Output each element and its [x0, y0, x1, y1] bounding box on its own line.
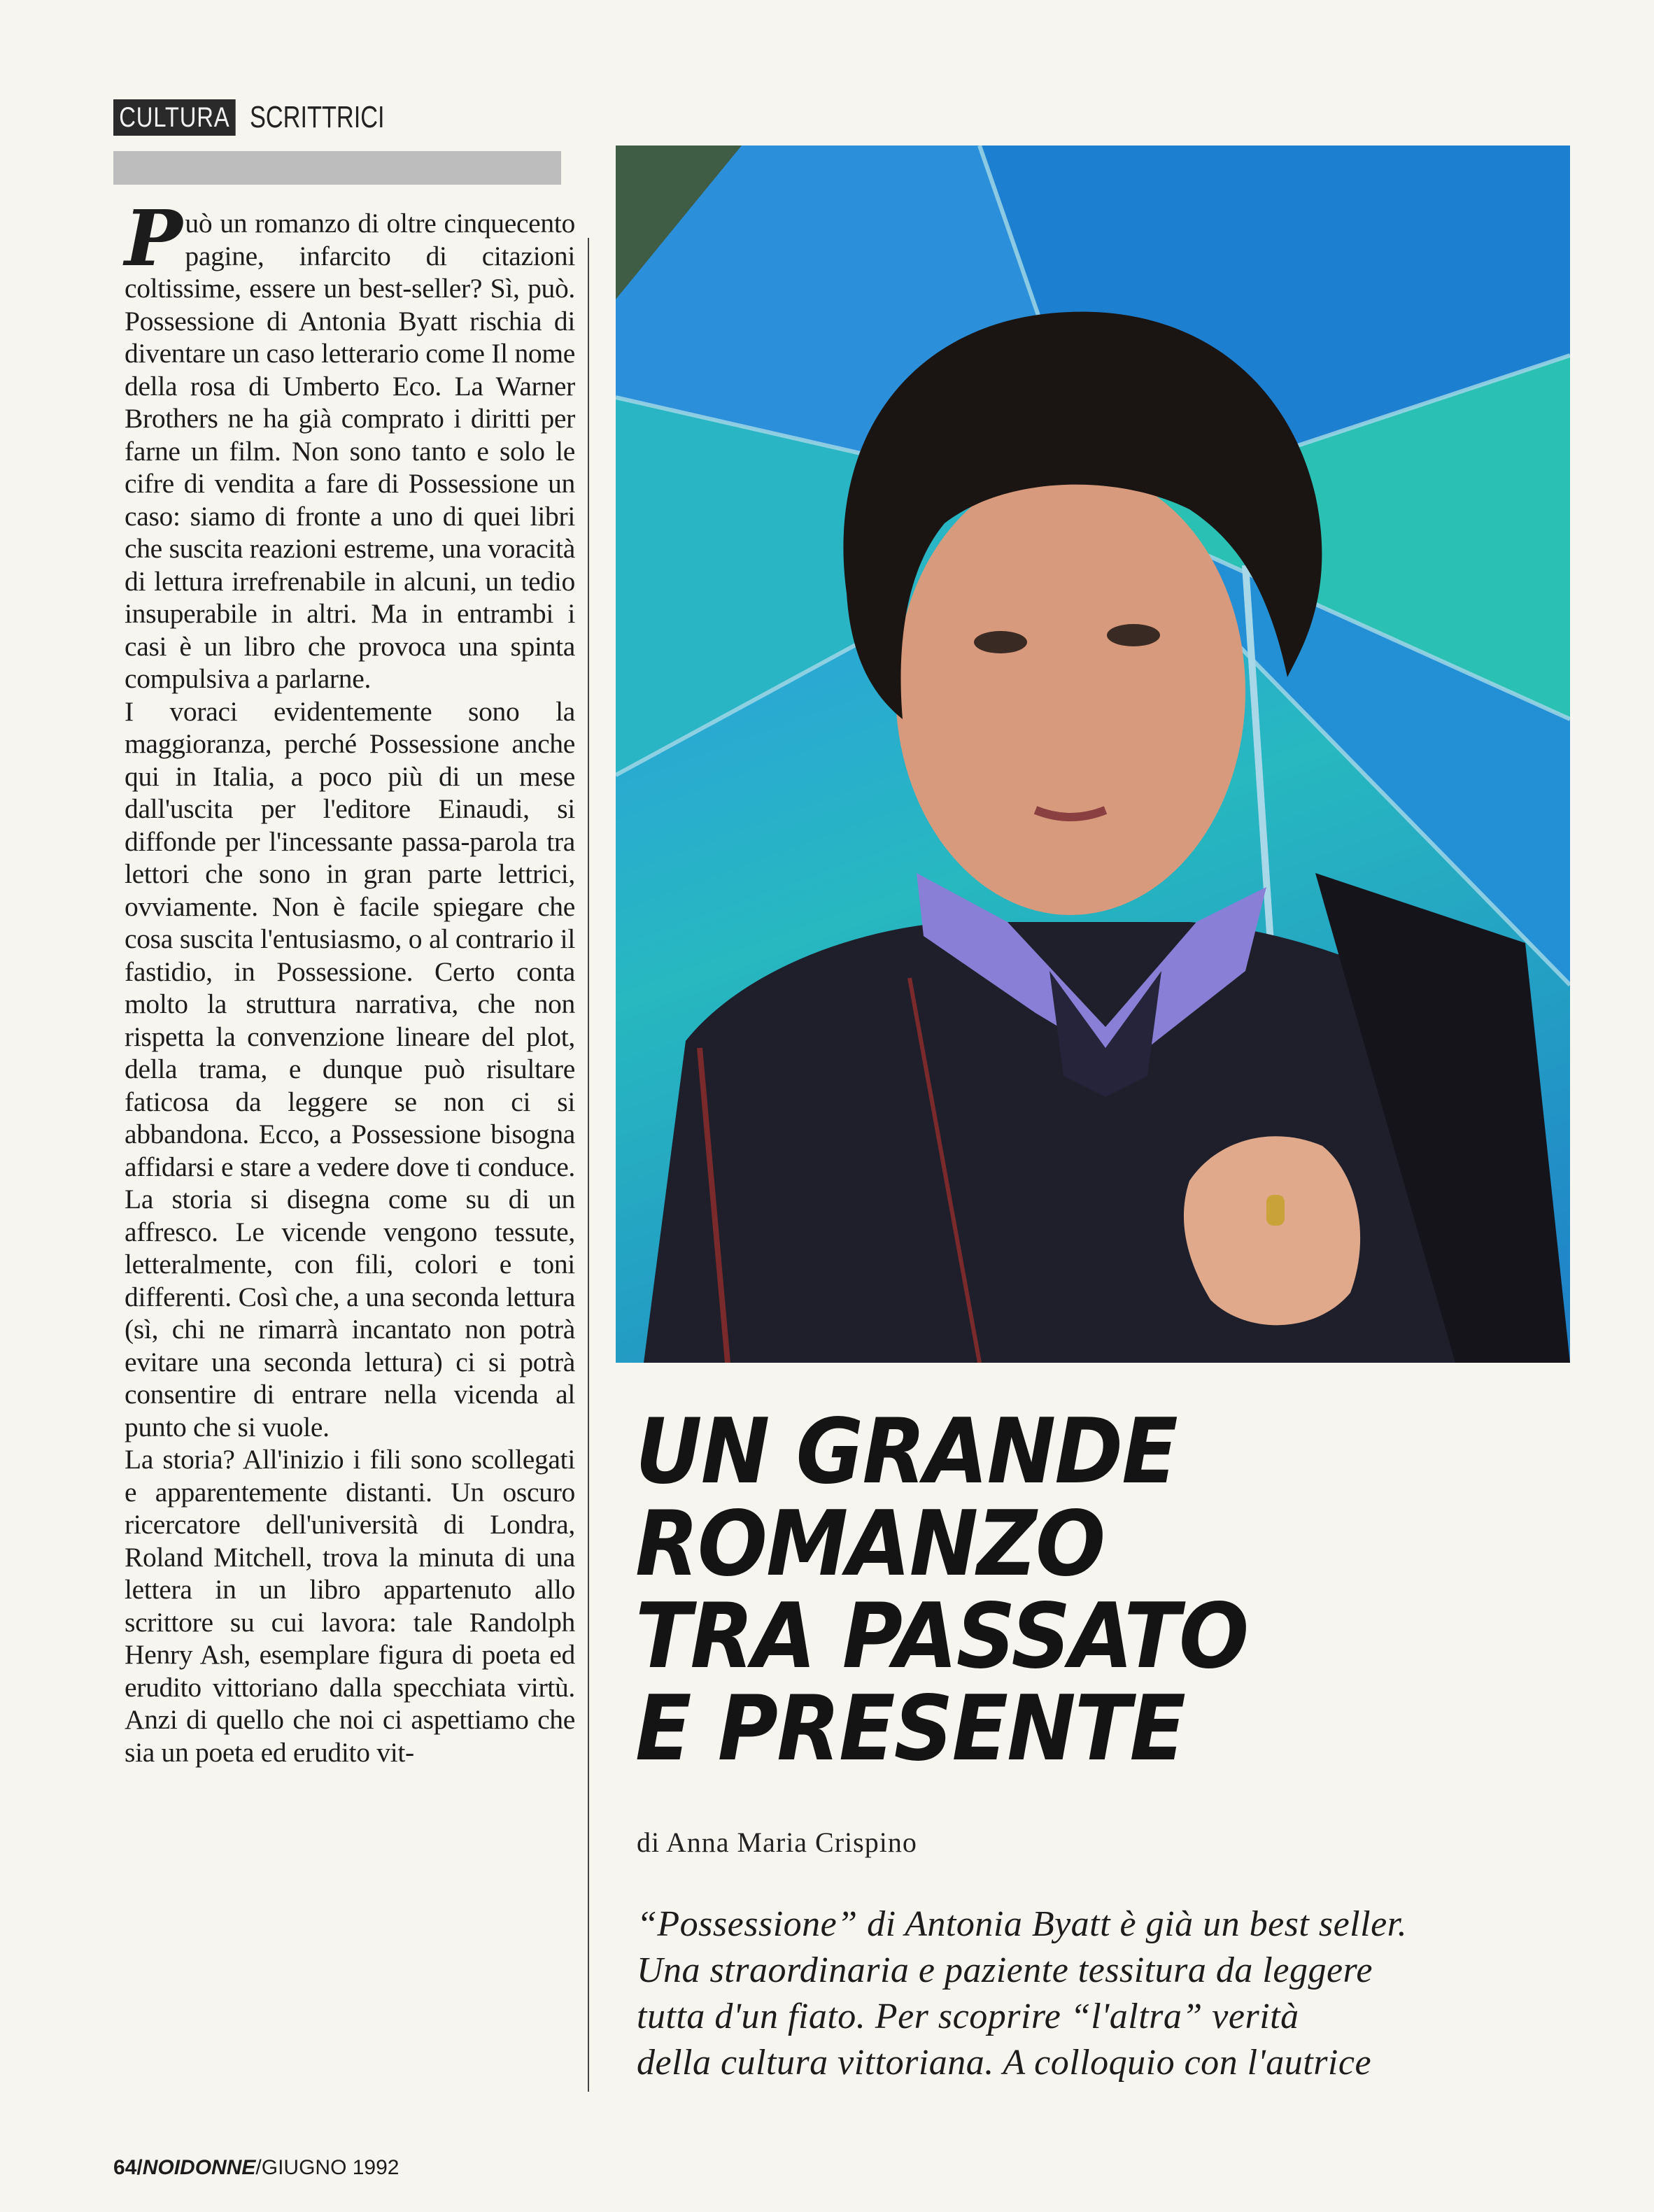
- paragraph-1-rest: uò un romanzo di oltre cinquecento pagine, infarcito di citazioni coltissime, essere un best-seller? Sì, può. Possessione di Antonia Byatt rischia di diventare un caso letterario come Il nome della rosa di Umberto Eco. La Warner Brothers ne ha già comprato i diritti per farne un film. Non sono tanto e solo le cifre di vendita a fare di Possessione un caso: siamo di fronte a uno di quei libri che suscita reazioni estreme, una voracità di lettura irrefrenabile in alcuni, un tedio insuperabile in altri. Ma in entrambi i casi è un libro che provoca una spinta compulsiva a parlarne.: [125, 208, 575, 694]
- column-rule: [588, 238, 589, 2092]
- standfirst: [637, 1901, 1567, 2086]
- paragraph-1: [125, 193, 575, 695]
- paragraph-2: I voraci evidentemente sono la maggioranza, perché Possessione anche qui in Italia, a poco più di un mese dall'uscita per l'editore Einaudi, si diffonde per l'incessante passa-parola tra lettori che sono in gran parte lettrici, ovviamente. Non è facile spiegare che cosa suscita l'entusiasmo, o al contrario il fastidio, in Possessione. Certo conta molto la struttura narrativa, che non rispetta la convenzione lineare del plot, della trama, e dunque può risultare faticosa da leggere se non ci si abbandona. Ecco, a Possessione bisogna affidarsi e stare a vedere dove ti conduce. La storia si disegna come su di un affresco. Le vicende vengono tessute, letteralmente, con fili, colori e toni differenti. Così che, a una seconda lettura (sì, chi ne rimarrà incantato non potrà evitare una seconda lettura) ci si potrà consentire di entrare nella vicenda al punto che si vuole.: [125, 695, 575, 1442]
- standfirst-line-1: “Possessione” di Antonia Byatt è già un best seller.: [637, 1904, 1408, 1944]
- header-bar: [113, 151, 561, 185]
- issue-date: /GIUGNO 1992: [255, 2156, 400, 2179]
- article-body: [125, 193, 575, 1768]
- page-number: 64/: [113, 2156, 143, 2179]
- headline-line-2: ROMANZO: [635, 1492, 1105, 1596]
- headline: [635, 1400, 1301, 1781]
- standfirst-line-3: tutta d'un fiato. Per scoprire “l'altra” verità: [637, 1997, 1299, 2036]
- standfirst-line-2: Una straordinaria e paziente tessitura da leggere: [637, 1950, 1373, 1990]
- headline-line-1: UN GRANDE: [635, 1400, 1177, 1504]
- headline-line-3: TRA PASSATO: [635, 1584, 1248, 1689]
- byline: di Anna Maria Crispino: [637, 1827, 917, 1858]
- section-rubric: [113, 99, 423, 136]
- author-photo: [616, 146, 1570, 1363]
- subsection-label: SCRITTRICI: [249, 100, 385, 134]
- headline-line-4: E PRESENTE: [635, 1677, 1185, 1781]
- section-tag: CULTURA: [113, 99, 236, 136]
- drop-cap: P: [125, 193, 183, 283]
- magazine-name: NOIDONNE: [142, 2156, 256, 2179]
- paragraph-3: La storia? All'inizio i fili sono scollegati e apparentemente distanti. Un oscuro ricercatore dell'università di Londra, Roland Mitchell, trova la minuta di una lettera in un libro appartenuto allo scrittore su cui lavora: tale Randolph Henry Ash, esemplare figura di poeta ed erudito vittoriano dalla specchiata virtù. Anzi di quello che noi ci aspettiamo che sia un poeta ed erudito vit-: [125, 1444, 575, 1768]
- standfirst-line-4: della cultura vittoriana. A colloquio con l'autrice: [637, 2043, 1372, 2083]
- page-footer: [113, 2156, 399, 2180]
- author-portrait-illustration: [616, 146, 1570, 1363]
